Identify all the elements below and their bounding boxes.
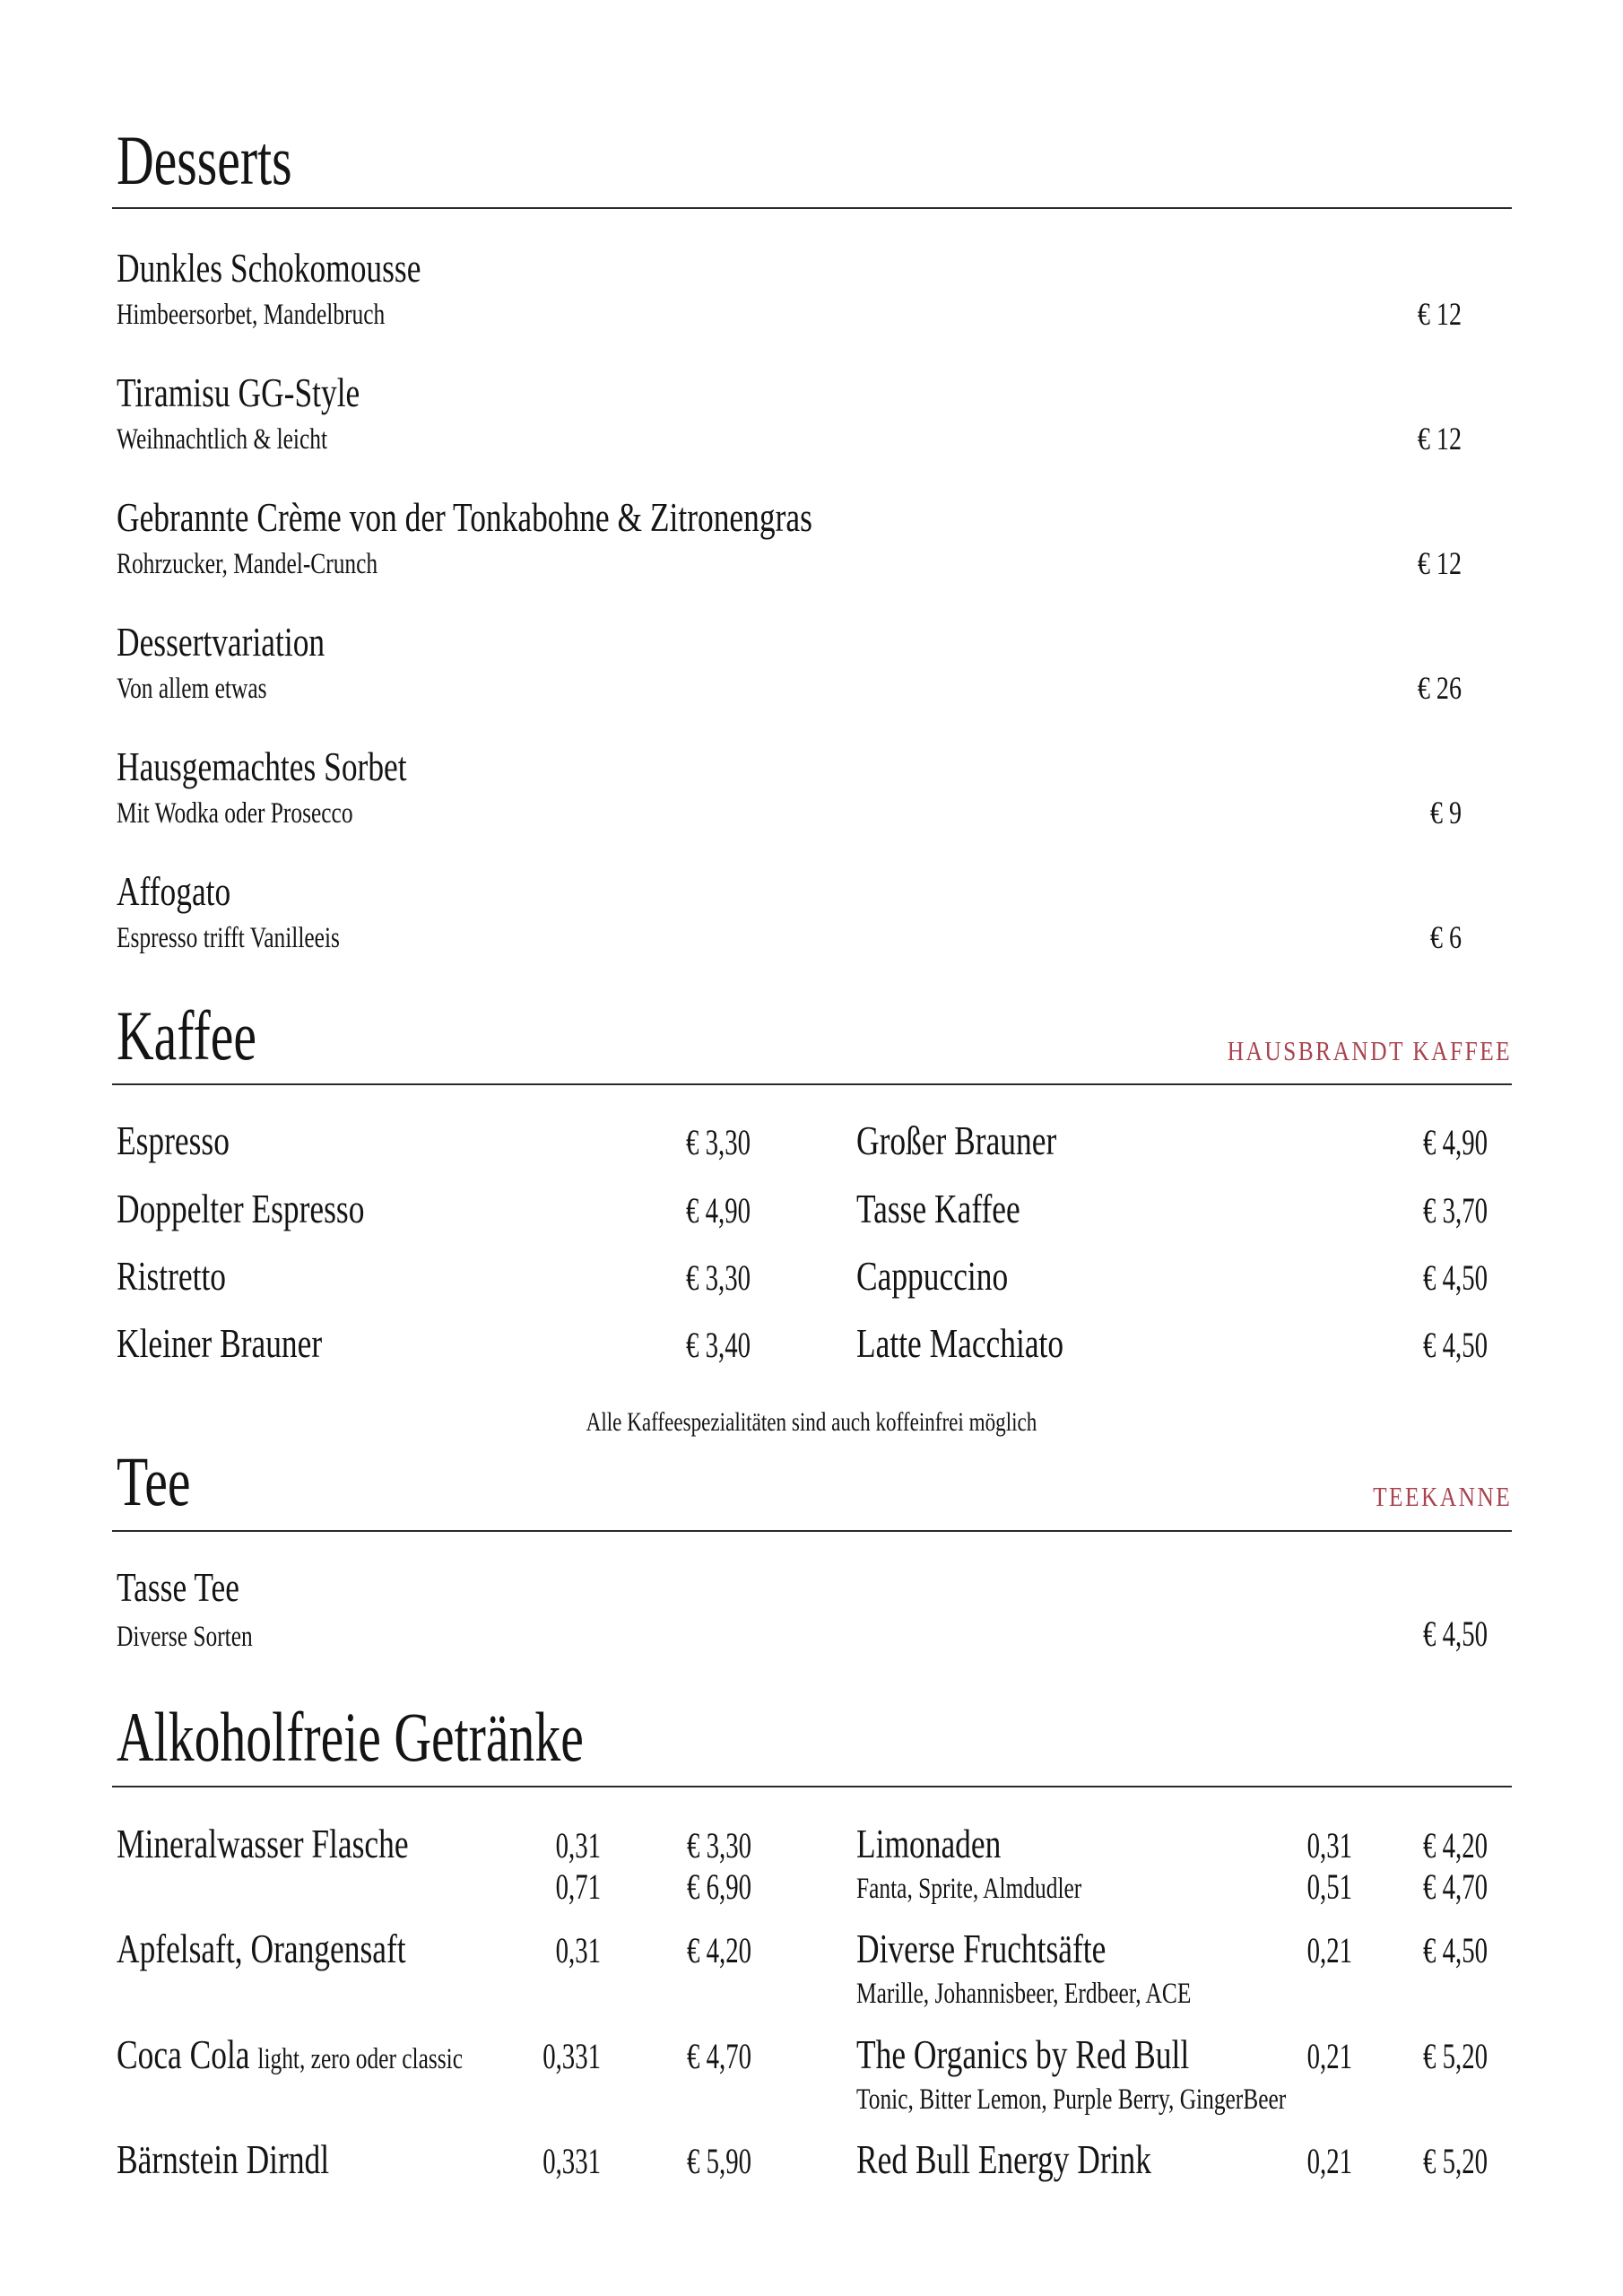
- item-name: [117, 2031, 463, 2077]
- item-name-main: Coca Cola: [117, 2031, 250, 2077]
- item-volume: 0,31: [555, 1930, 601, 1970]
- item-price: € 4,90: [1423, 1122, 1488, 1162]
- section-title-alkoholfrei: Alkoholfreie Getränke: [117, 1698, 584, 1776]
- divider: [112, 1786, 1512, 1787]
- item-name: Mineralwasser Flasche: [117, 1821, 409, 1866]
- item-name: Diverse Fruchtsäfte: [856, 1926, 1107, 1971]
- item-price: € 5,90: [687, 2141, 751, 2181]
- item-price: € 26: [1417, 670, 1462, 706]
- item-price: € 3,40: [686, 1325, 751, 1365]
- item-name: Tasse Kaffee: [856, 1186, 1020, 1231]
- item-description: Espresso trifft Vanilleeis: [117, 922, 340, 954]
- item-name-suffix: light, zero oder classic: [257, 2043, 463, 2075]
- item-price: € 4,90: [686, 1190, 751, 1231]
- item-name: The Organics by Red Bull: [856, 2031, 1190, 2077]
- item-description: Fanta, Sprite, Almdudler: [856, 1873, 1082, 1905]
- item-name: Gebrannte Crème von der Tonkabohne & Zitronengras: [117, 494, 812, 540]
- item-name: Dessertvariation: [117, 619, 325, 665]
- item-description: Mit Wodka oder Prosecco: [117, 797, 353, 830]
- item-description: Marille, Johannisbeer, Erdbeer, ACE: [856, 1978, 1192, 2010]
- brand-label-tee: TEEKANNE: [1372, 1481, 1512, 1512]
- section-title-kaffee: Kaffee: [117, 996, 256, 1074]
- section-title-desserts: Desserts: [117, 121, 292, 199]
- section-title-tee: Tee: [117, 1442, 191, 1520]
- item-name: Limonaden: [856, 1821, 1002, 1866]
- item-price: € 4,20: [1423, 1825, 1488, 1866]
- item-price: € 3,30: [686, 1257, 751, 1298]
- item-name: Tasse Tee: [117, 1564, 239, 1610]
- item-price: € 12: [1417, 296, 1462, 332]
- item-name: Ristretto: [117, 1253, 227, 1299]
- item-price: € 9: [1429, 795, 1462, 831]
- item-name: Hausgemachtes Sorbet: [117, 744, 407, 789]
- item-description: Diverse Sorten: [117, 1621, 253, 1653]
- item-volume-2: 0,71: [555, 1866, 601, 1907]
- divider: [112, 1083, 1512, 1085]
- item-name: Tiramisu GG-Style: [117, 370, 360, 415]
- item-name: Latte Macchiato: [856, 1320, 1064, 1366]
- item-name: Großer Brauner: [856, 1118, 1057, 1163]
- item-price: € 4,50: [1423, 1325, 1488, 1365]
- item-volume: 0,331: [542, 2036, 601, 2076]
- item-volume-2: 0,51: [1306, 1866, 1352, 1907]
- divider: [112, 1530, 1512, 1532]
- item-price-2: € 6,90: [687, 1866, 751, 1907]
- item-name: Affogato: [117, 868, 231, 914]
- item-price: € 12: [1417, 421, 1462, 457]
- item-name: Doppelter Espresso: [117, 1186, 365, 1231]
- item-name: Bärnstein Dirndl: [117, 2136, 330, 2182]
- item-volume: 0,31: [1306, 1825, 1352, 1866]
- item-name: Dunkles Schokomousse: [117, 245, 421, 291]
- item-description: Himbeersorbet, Mandelbruch: [117, 299, 386, 331]
- item-price: € 5,20: [1423, 2036, 1488, 2076]
- item-name: Cappuccino: [856, 1253, 1009, 1299]
- item-price: € 3,70: [1423, 1190, 1488, 1231]
- brand-label-kaffee: HAUSBRANDT KAFFEE: [1227, 1035, 1512, 1066]
- item-price: € 6: [1429, 919, 1462, 955]
- item-name: Apfelsaft, Orangensaft: [117, 1926, 406, 1971]
- item-description: Weihnachtlich & leicht: [117, 423, 328, 456]
- decaf-note: Alle Kaffeespezialitäten sind auch koffeinfrei möglich: [586, 1407, 1037, 1437]
- item-price: € 4,70: [687, 2036, 751, 2076]
- item-price-2: € 4,70: [1423, 1866, 1488, 1907]
- item-name: Espresso: [117, 1118, 230, 1163]
- item-price: € 4,50: [1423, 1930, 1488, 1970]
- item-price: € 3,30: [687, 1825, 751, 1866]
- item-price: € 3,30: [686, 1122, 751, 1162]
- item-price: € 4,20: [687, 1930, 751, 1970]
- item-volume: 0,21: [1306, 1930, 1352, 1970]
- item-name: Kleiner Brauner: [117, 1320, 323, 1366]
- item-price: € 12: [1417, 545, 1462, 581]
- divider: [112, 207, 1512, 209]
- item-price: € 4,50: [1423, 1613, 1488, 1654]
- item-description: Von allem etwas: [117, 673, 267, 705]
- item-description: Rohrzucker, Mandel-Crunch: [117, 548, 378, 580]
- item-volume: 0,21: [1306, 2141, 1352, 2181]
- item-description: Tonic, Bitter Lemon, Purple Berry, GingerBeer: [856, 2083, 1287, 2116]
- item-volume: 0,331: [542, 2141, 601, 2181]
- item-volume: 0,31: [555, 1825, 601, 1866]
- item-name: Red Bull Energy Drink: [856, 2136, 1151, 2182]
- item-price: € 4,50: [1423, 1257, 1488, 1298]
- item-volume: 0,21: [1306, 2036, 1352, 2076]
- item-price: € 5,20: [1423, 2141, 1488, 2181]
